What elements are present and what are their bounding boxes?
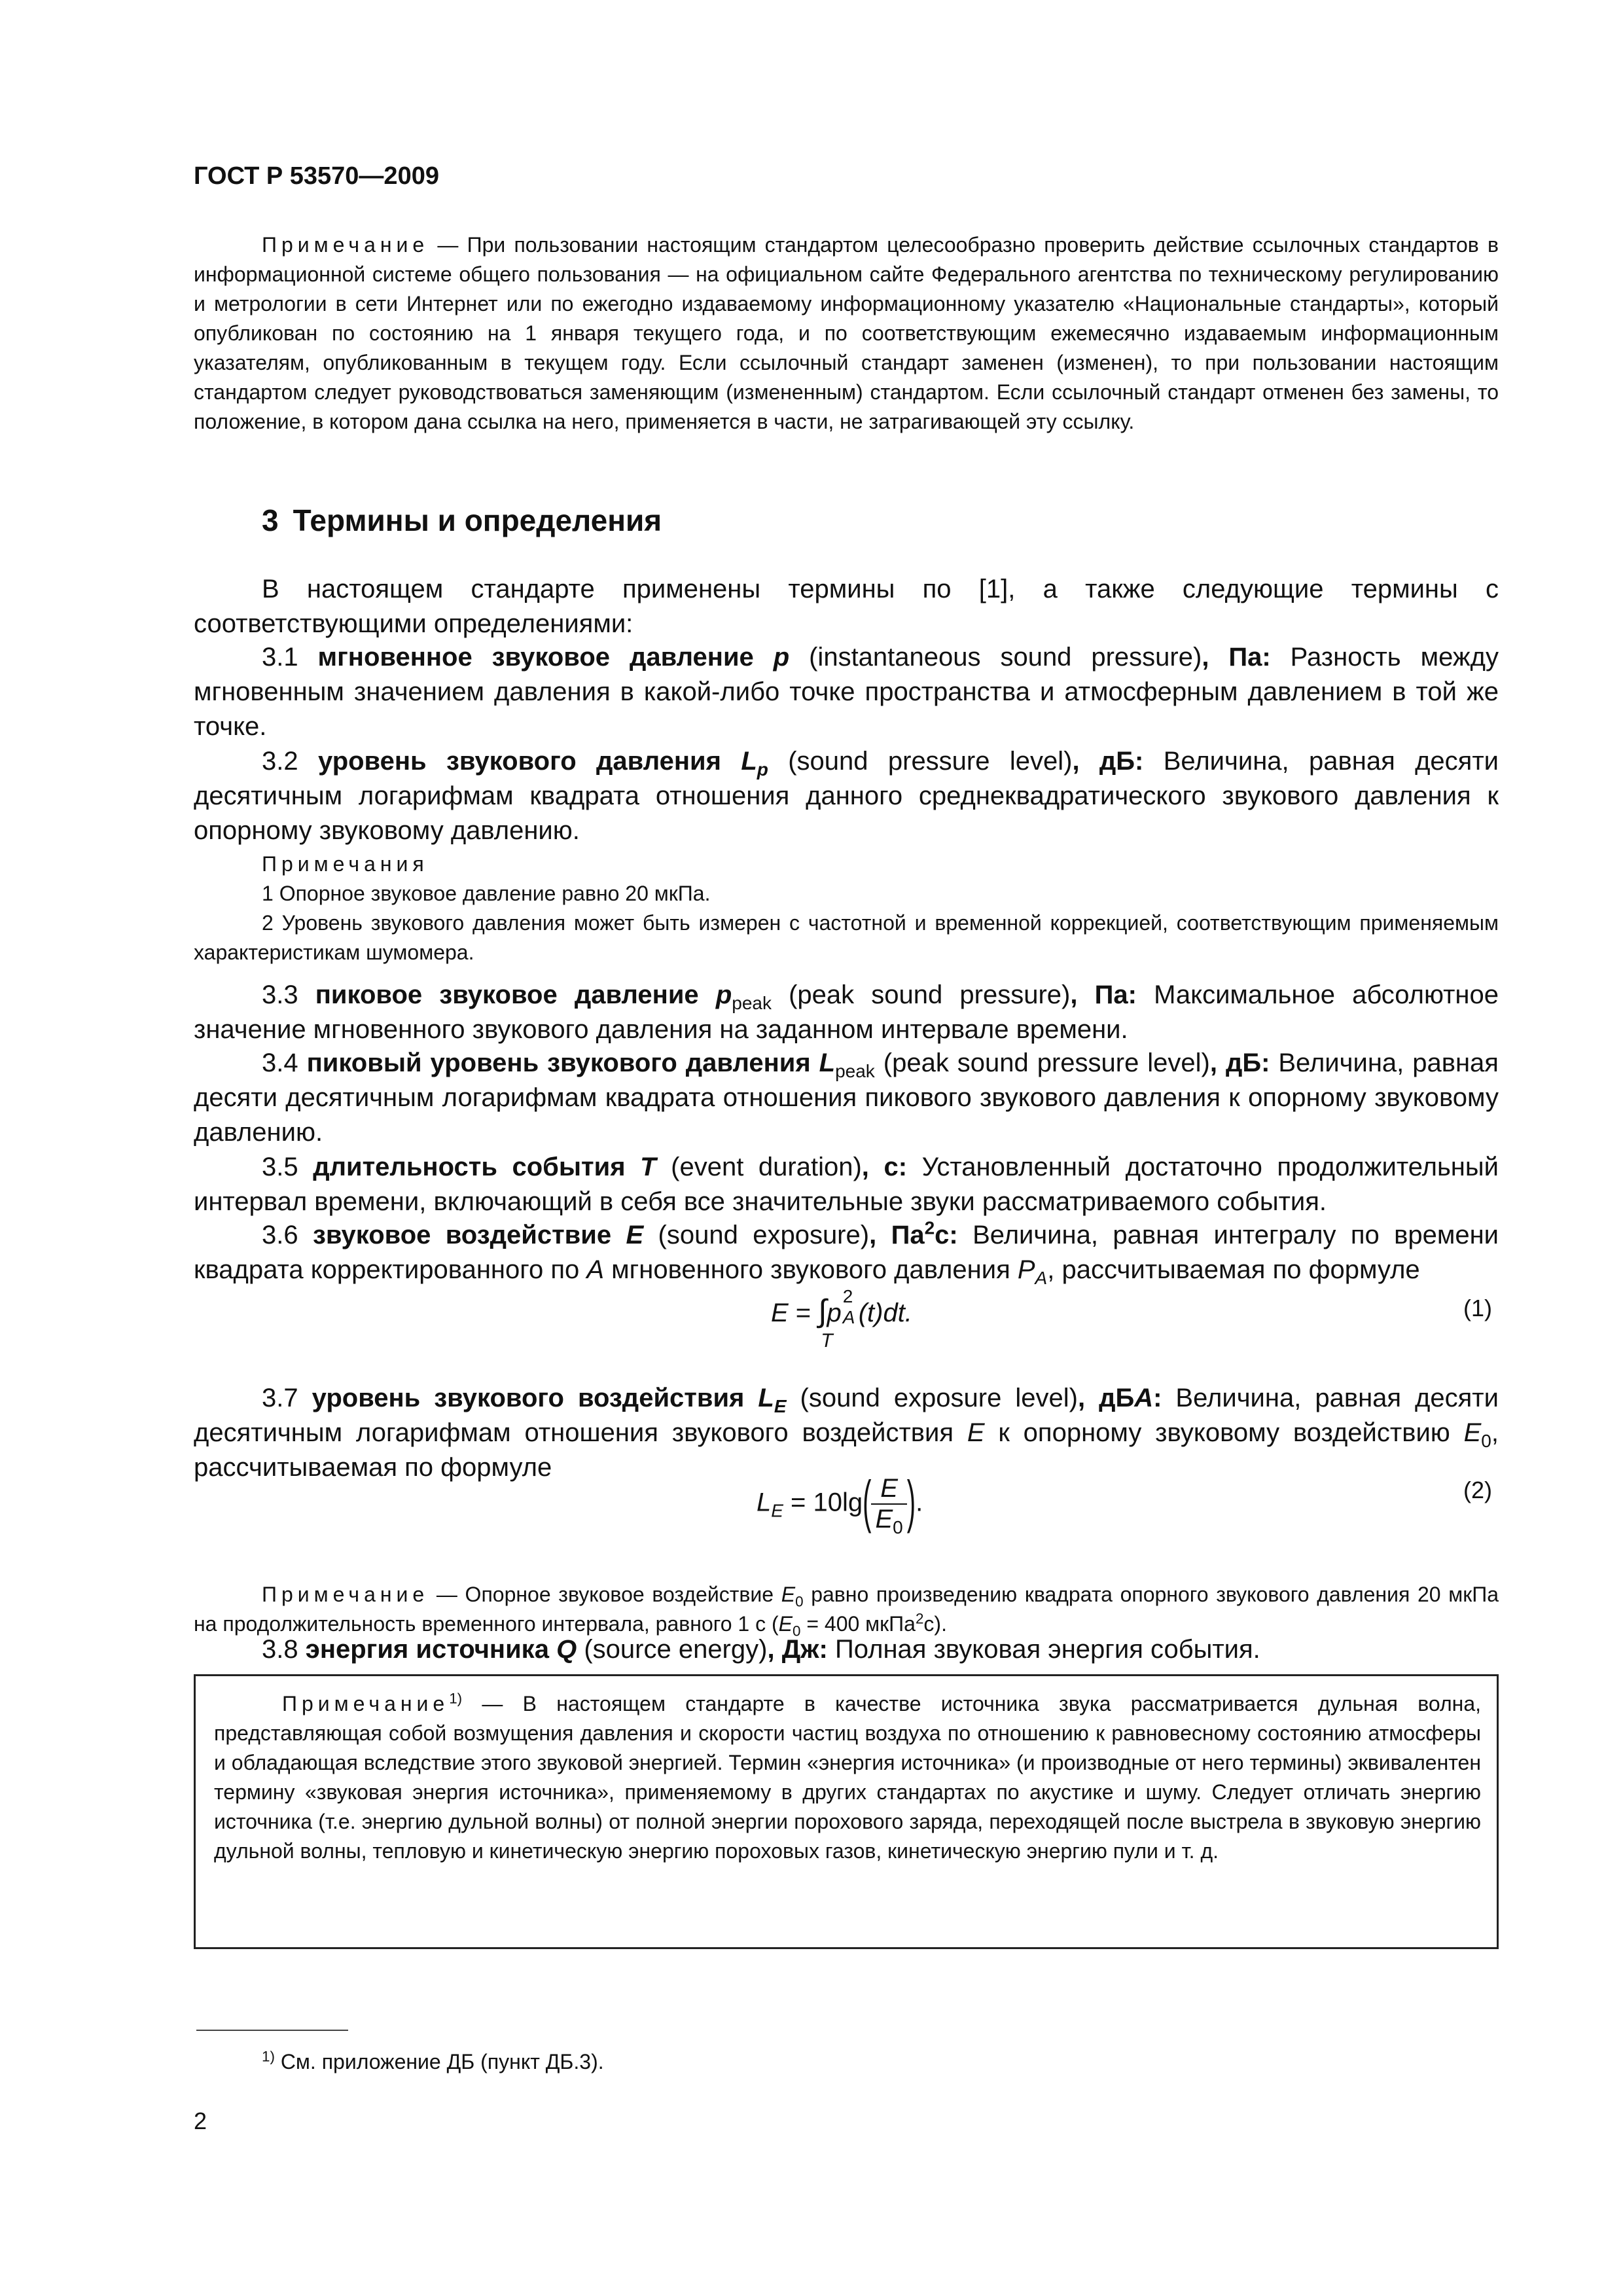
numerator-var: E (880, 1474, 898, 1503)
term-number: 3.8 (262, 1635, 298, 1664)
equation-number-2: (2) (1463, 1477, 1492, 1503)
term-english: (source energy) (584, 1635, 768, 1664)
note-symbol: E (781, 1583, 796, 1606)
term-english: (instantaneous sound pressure) (809, 643, 1202, 672)
term-symbol: E (626, 1221, 644, 1249)
term-definition: Установленный достаточно продолжительный интервал времени, включающий в себя все значительные звуки рассматриваемого события. (194, 1153, 1499, 1216)
term-3-6: 3.6 звуковое воздействие E (sound exposure), $Па^2с$: Величина, равная интегралу по времени квадрата корректированного по A мгновенного звукового давления $P_A$, рассчитываемая по формуле (194, 1217, 1499, 1288)
standard-header: ГОСТ Р 53570—2009 (194, 162, 439, 190)
def-part: Величина, равная интегралу по времени квадрата корректированного по (194, 1221, 1499, 1284)
term-symbol-sub: E (774, 1396, 787, 1416)
note-sup: 2 (915, 1610, 924, 1627)
term-number: 3.2 (262, 747, 298, 776)
note-text: — В настоящем стандарте в качестве источника звука рассматривается дульная волна, представляющая собой возмущения давления и скорости частиц воздуха по отношению к равновесному состоянию атмосферы и обладающая вследствие этого звуковой энергией. Термин «энергия источника» (и производные от него термины) эквивалентен термину «звуковая энергия источника», применяемому в других стандартах по акустике и шуму. Следует отличать энергию источника (т.е. энергию дульной волны) от полной энергии порохового заряда, переходящей после выстрела в звуковую энергию дульной волны, тепловую и кинетическую энергию пороховых газов, кинетическую энергию пули и т. д. (214, 1692, 1481, 1863)
boxed-note-text (214, 1689, 1481, 1866)
term-3-2: 3.2 уровень звукового давления $L_p$ (sound pressure level), дБ: Величина, равная десяти десятичным логарифмам квадрата отношения данного среднеквадратического звукового давления к опорному звуковому давлению. (194, 747, 1499, 845)
def-part: , рассчитываемая по формуле (194, 1418, 1499, 1482)
formula-2 (757, 1470, 923, 1537)
def-symbol: A (586, 1255, 605, 1284)
boxed-note (194, 1674, 1499, 1949)
page-number: 2 (194, 2108, 207, 2134)
term-unit: Па: (1228, 643, 1271, 672)
formula-lhs: E (771, 1299, 789, 1327)
formula-sup: 2 (842, 1286, 853, 1306)
term-english: (peak sound pressure) (789, 980, 1071, 1009)
term-number: 3.5 (262, 1153, 298, 1181)
def-symbol: E (1463, 1418, 1482, 1447)
term-definition: Величина, равная десяти десятичным логарифмам квадрата отношения пикового звукового давления к опорному звуковому давлению. (194, 1049, 1499, 1147)
term-number: 3.7 (262, 1384, 298, 1412)
def-symbol-sub: A (1035, 1268, 1048, 1288)
unit-base: Па (891, 1221, 925, 1249)
term-english: (sound exposure level) (800, 1384, 1078, 1412)
term-symbol-sub: p (757, 759, 768, 780)
term-3-3: 3.3 пиковое звуковое давление $p_{peak}$ (peak sound pressure), Па: Максимальное абсолютное значение мгновенного звукового давления на заданном интервале времени. (194, 980, 1499, 1044)
term-3-7: 3.7 уровень звукового воздействия $L_E$ (sound exposure level), дБA: Величина, равная десяти десятичным логарифмам отношения звукового воздействия E к опорному звуковому воздействию $E_0$, рассчитываемая по формуле (194, 1384, 1499, 1482)
term-english: (peak sound pressure level) (883, 1049, 1210, 1077)
term-3-5: 3.5 длительность события T (event duration), с: Установленный достаточно продолжительный интервал времени, включающий в себя все значительные звуки рассматриваемого события. (194, 1153, 1499, 1216)
term-unit (1099, 1384, 1162, 1412)
term-name: энергия источника (305, 1635, 549, 1664)
term-english: (sound pressure level) (788, 747, 1073, 776)
def-part: к опорному звуковому воздействию (984, 1418, 1464, 1447)
note-text: — При пользовании настоящим стандартом целесообразно проверить действие ссылочных стандартов в информационной системе общего пользования — на официальном сайте Федерального агентства по техническому регулированию и метрологии в сети Интернет или по ежегодно издаваемому информационному указателю «Национальные стандарты», который опубликован по состоянию на 1 января текущего года, и по соответствующим ежемесячно издаваемым информационным указателям, опубликованным в текущем году. Если ссылочный стандарт заменен (изменен), то при пользовании настоящим стандартом следует руководствоваться заменяющим (измененным) стандартом. Если ссылочный стандарт отменен без замены, то положение, в котором дана ссылка на него, применяется в части, не затрагивающей эту ссылку. (194, 233, 1499, 433)
term-number: 3.3 (262, 980, 298, 1009)
formula-rest: (t)dt. (858, 1299, 912, 1327)
left-paren: ( (863, 1470, 872, 1534)
term-symbol: p (715, 980, 732, 1009)
term-number: 3.6 (262, 1221, 298, 1249)
term-name: мгновенное звуковое давление (317, 643, 754, 672)
notes-3-2-label (194, 850, 1499, 879)
unit-base: дБ (1099, 1384, 1135, 1412)
integral-sign: ∫ (818, 1294, 827, 1329)
note-3-2-1: 1 Опорное звуковое давление равно 20 мкПа. (262, 882, 711, 905)
denominator-sub: 0 (893, 1517, 903, 1537)
term-definition: Величина, равная десяти десятичным логарифмам квадрата отношения данного среднеквадратического звукового давления к опорному звуковому давлению. (194, 747, 1499, 845)
note-3-7 (194, 1580, 1499, 1639)
formula-1 (771, 1286, 912, 1352)
fraction-numerator (871, 1474, 906, 1505)
formula-eq: = 10lg (783, 1488, 863, 1517)
term-symbol: T (640, 1153, 656, 1181)
term-number: 3.4 (262, 1049, 298, 1077)
term-unit: Па: (1094, 980, 1137, 1009)
term-unit (891, 1217, 958, 1249)
note-text: = 400 мкПа (800, 1612, 916, 1636)
denominator-var: E (875, 1505, 893, 1534)
footnote-ref: 1) (449, 1690, 463, 1707)
note-text: равно произведению квадрата опорного звукового давления 20 мкПа на продолжительность временного интервала, равного 1 с ( (194, 1583, 1499, 1636)
unit-weighting: A (1134, 1384, 1154, 1412)
section-number: 3 (262, 503, 279, 537)
def-part: Величина, равная десяти десятичным логарифмам отношения звукового воздействия (194, 1384, 1499, 1447)
fraction-denominator (871, 1505, 906, 1537)
note-text: — Опорное звуковое воздействие (429, 1583, 781, 1606)
def-part: мгновенного звукового давления (604, 1255, 1018, 1284)
footnote-text: См. приложение ДБ (пункт ДБ.3). (274, 2050, 604, 2073)
note-3-2-2: 2 Уровень звукового давления может быть измерен с частотной и временной коррекцией, соответствующим применяемым характеристикам шумомера. (194, 911, 1499, 964)
term-unit: дБ: (1225, 1049, 1270, 1077)
note-symbol: E (778, 1612, 793, 1636)
term-english: (sound exposure) (658, 1221, 870, 1249)
term-unit: Дж: (781, 1635, 828, 1664)
term-3-8: 3.8 энергия источника Q (source energy), Дж: Полная звуковая энергия события. (262, 1635, 1260, 1664)
unit-tail: с: (935, 1221, 958, 1249)
term-name: длительность события (313, 1153, 626, 1181)
intro-note (194, 230, 1499, 437)
term-symbol: L (819, 1049, 836, 1077)
formula-sub: A (842, 1307, 855, 1327)
right-paren: ) (906, 1470, 916, 1534)
note-label: Примечание (282, 1692, 450, 1715)
formula-eq: = (788, 1299, 819, 1327)
term-symbol: L (741, 747, 757, 776)
term-name: уровень звукового воздействия (312, 1384, 745, 1412)
term-symbol: p (773, 643, 790, 672)
term-symbol: L (758, 1384, 774, 1412)
term-3-1: 3.1 мгновенное звуковое давление p (instantaneous sound pressure), Па: Разность между мгновенным значением давления в какой-либо точке пространства и атмосферным давлением в той же точке. (194, 643, 1499, 741)
term-definition: Разность между мгновенным значением давления в какой-либо точке пространства и атмосферным давлением в той же точке. (194, 643, 1499, 741)
equation-number-1: (1) (1463, 1295, 1492, 1321)
formula-lhs: L (757, 1488, 772, 1517)
term-symbol-sub: peak (835, 1061, 875, 1081)
formula-var: p (827, 1299, 842, 1327)
formula-end: . (916, 1488, 923, 1517)
term-symbol: Q (556, 1635, 577, 1664)
def-symbol: P (1017, 1255, 1035, 1284)
note-text: с). (923, 1612, 947, 1636)
def-symbol-sub: 0 (1481, 1431, 1491, 1451)
section-heading (262, 503, 662, 538)
def-part: , рассчитываемая по формуле (1047, 1255, 1420, 1284)
section-title: Термины и определения (293, 503, 662, 537)
term-name: пиковый уровень звукового давления (306, 1049, 811, 1077)
term-definition: Максимальное абсолютное значение мгновенного звукового давления на заданном интервале времени. (194, 980, 1499, 1044)
term-symbol-sub: peak (732, 993, 772, 1013)
unit-tail: : (1153, 1384, 1162, 1412)
term-english: (event duration) (671, 1153, 862, 1181)
term-name: звуковое воздействие (312, 1221, 612, 1249)
fraction (871, 1474, 906, 1537)
note-label: Примечание (262, 1583, 429, 1606)
term-3-4: 3.4 пиковый уровень звукового давления $L_{peak}$ (peak sound pressure level), дБ: Величина, равная десяти десятичным логарифмам квадрата отношения пикового звукового давления к опорному звуковому давлению. (194, 1049, 1499, 1147)
term-definition: Полная звуковая энергия события. (835, 1635, 1260, 1664)
notes-label: Примечания (262, 852, 429, 876)
unit-power: 2 (924, 1217, 935, 1238)
integral-limit: T (821, 1330, 833, 1352)
note-symbol-sub: 0 (795, 1593, 804, 1610)
term-number: 3.1 (262, 643, 298, 672)
footnote-mark: 1) (262, 2048, 275, 2065)
term-name: пиковое звуковое давление (315, 980, 699, 1009)
formula-lhs-sub: E (771, 1500, 783, 1521)
note-symbol-sub: 0 (792, 1623, 801, 1640)
term-unit: дБ: (1099, 747, 1144, 776)
term-unit: с: (883, 1153, 908, 1181)
term-name: уровень звукового давления (317, 747, 721, 776)
note-label: Примечание (262, 233, 429, 257)
footnote-separator (196, 2030, 348, 2031)
footnote (262, 2050, 604, 2074)
intro-paragraph: В настоящем стандарте применены термины по [1], а также следующие термины с соответствующими определениями: (194, 575, 1499, 638)
def-symbol: E (967, 1418, 985, 1447)
